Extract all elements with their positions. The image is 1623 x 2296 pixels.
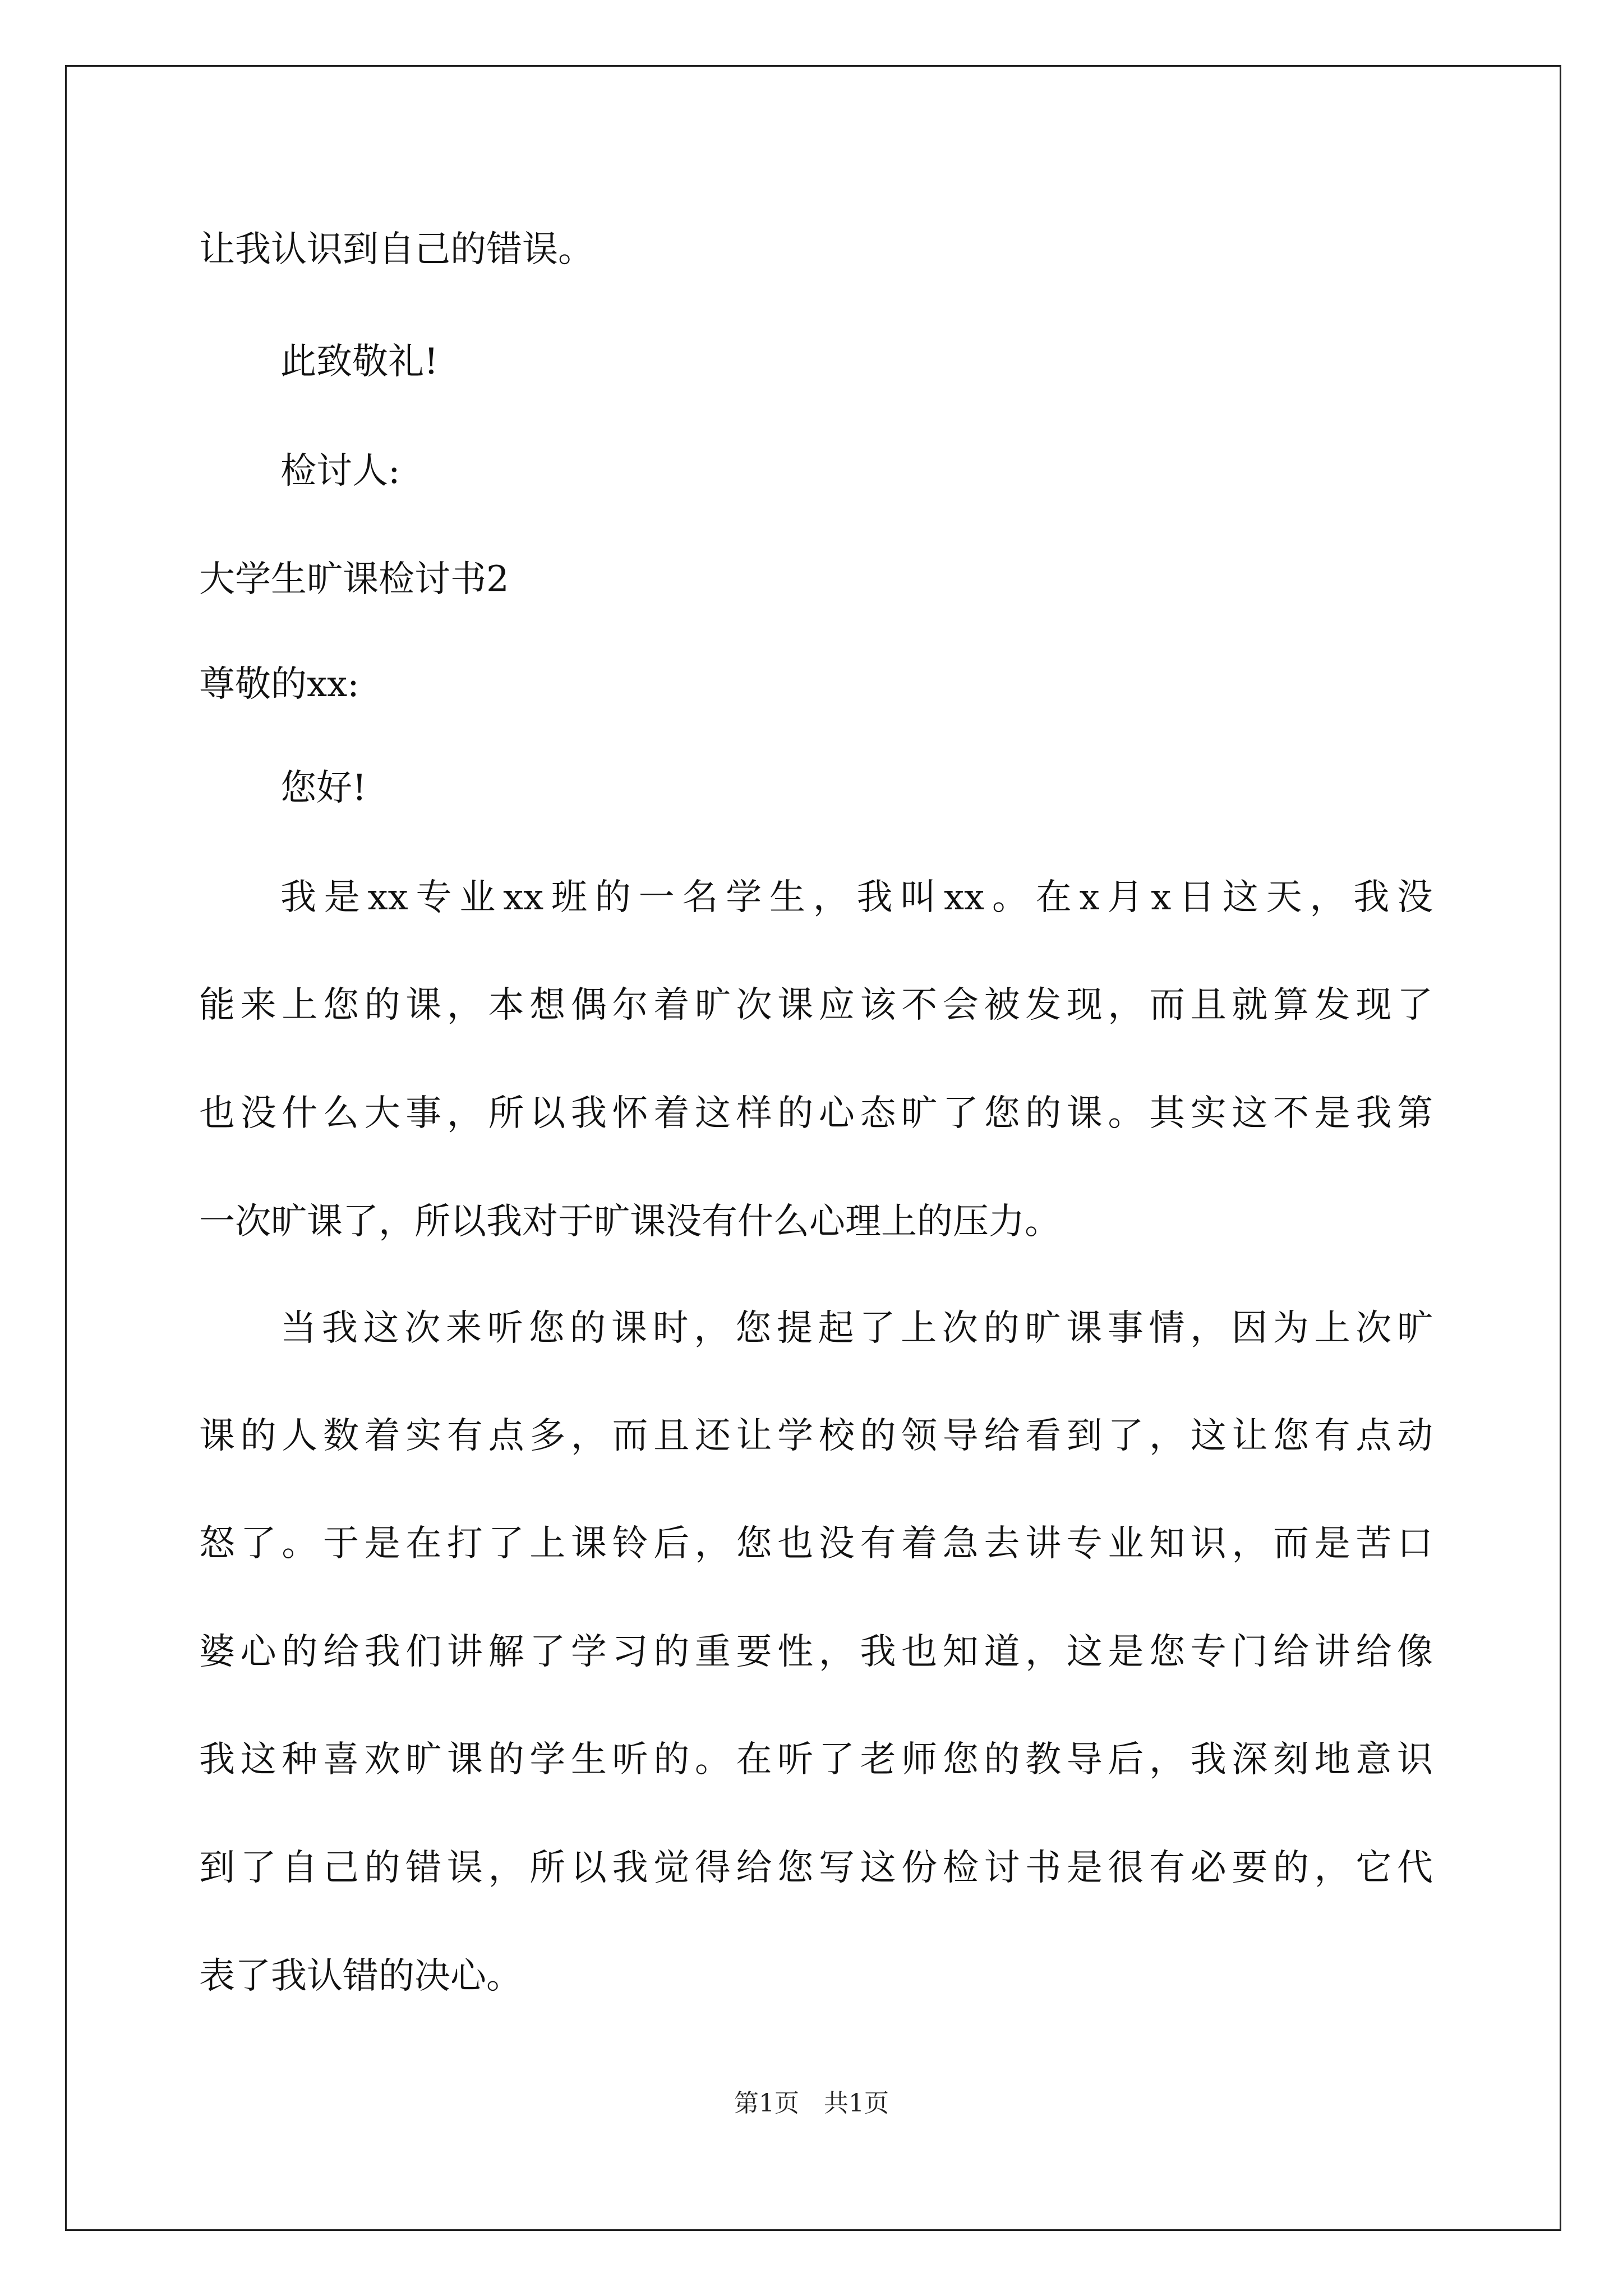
paragraph-line: 课的人数着实有点多，而且还让学校的领导给看到了，这让您有点动 [199,1415,1433,1457]
paragraph-line: 怒了。于是在打了上课铃后，您也没有着急去讲专业知识，而是苦口 [199,1523,1433,1565]
paragraph-line: 婆心的给我们讲解了学习的重要性，我也知道，这是您专门给讲给像 [199,1631,1433,1673]
paragraph-line: 到了自己的错误，所以我觉得给您写这份检讨书是很有必要的，它代 [199,1847,1433,1889]
signature-label: 检讨人: [280,450,400,492]
page-footer [0,2087,1623,2120]
section-title: 大学生旷课检讨书2 [199,559,509,600]
paragraph-line: 能来上您的课，本想偶尔着旷次课应该不会被发现，而且就算发现了 [199,984,1433,1026]
addressee: 尊敬的xx: [199,664,359,705]
page-number: 第1页 [734,2089,799,2118]
paragraph-line: 当我这次来听您的课时，您提起了上次的旷课事情，因为上次旷 [280,1308,1433,1349]
closing-salutation: 此致敬礼! [280,341,439,383]
page-total: 共1页 [824,2089,889,2118]
page-border [65,65,1561,2231]
paragraph-line: 我这种喜欢旷课的学生听的。在听了老师您的教导后，我深刻地意识 [199,1739,1433,1780]
paragraph-line: 让我认识到自己的错误。 [199,229,594,270]
paragraph-line: 也没什么大事，所以我怀着这样的心态旷了您的课。其实这不是我第 [199,1093,1433,1134]
paragraph-line: 一次旷课了，所以我对于旷课没有什么心理上的压力。 [199,1201,1061,1243]
greeting: 您好! [280,767,367,809]
paragraph-line: 我是xx专业xx班的一名学生，我叫xx。在x月x日这天，我没 [280,877,1433,918]
paragraph-line: 表了我认错的决心。 [199,1955,522,1997]
